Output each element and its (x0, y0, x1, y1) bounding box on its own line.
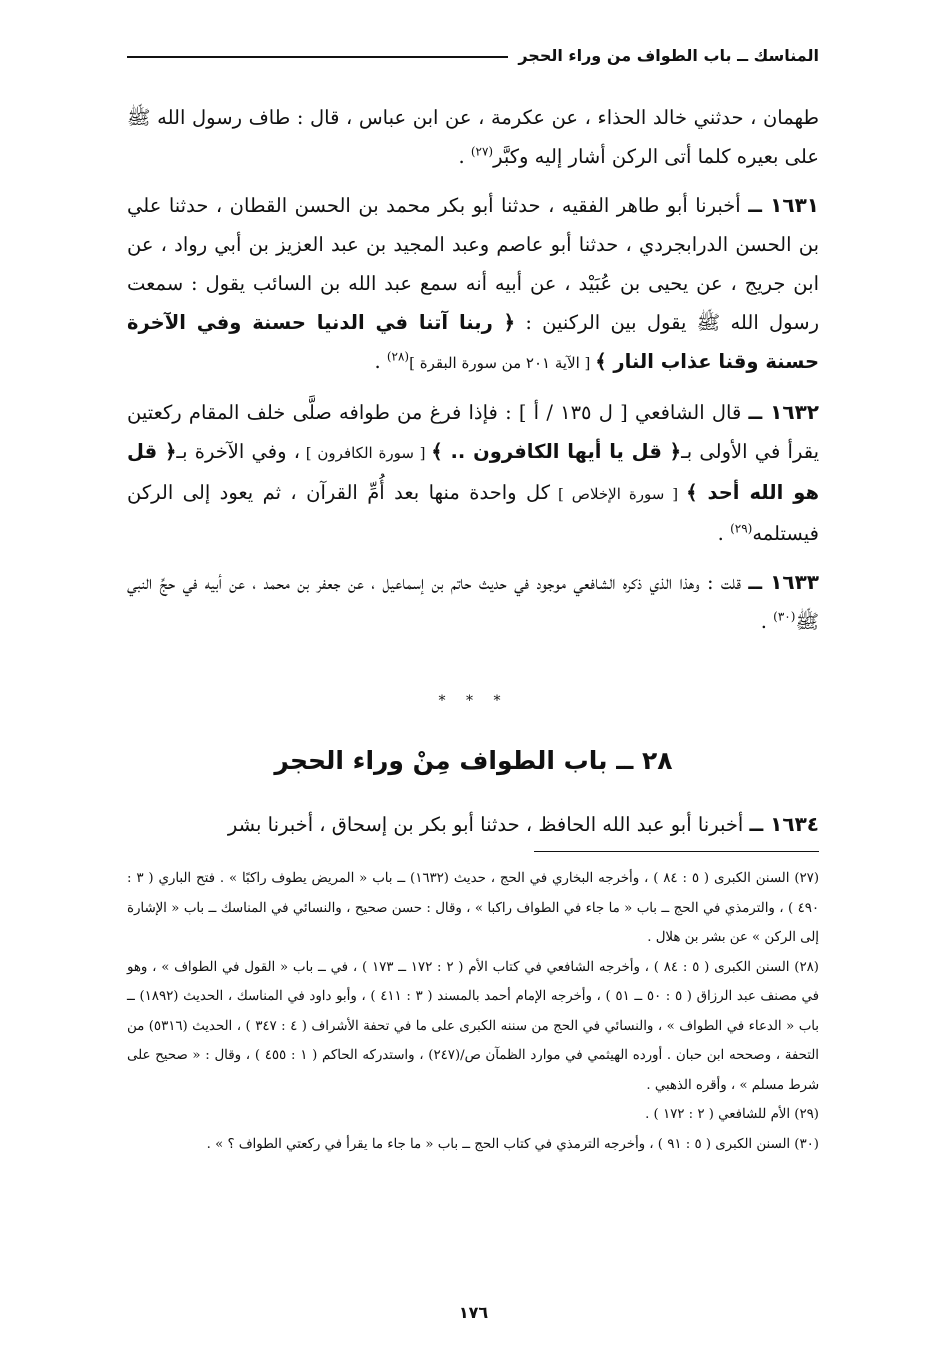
footnotes (127, 864, 819, 1159)
footnote-ref-27: (٢٧) (470, 144, 494, 159)
hadith-number-1631: ١٦٣١ ــ (748, 193, 819, 217)
footnote-rule (534, 851, 819, 852)
quran-verse: ﴿ قل هو الله أحد ﴾ (127, 440, 819, 504)
running-header (127, 40, 819, 70)
main-text (127, 98, 819, 651)
paragraph-continuation: طهمان ، حدثني خالد الحذاء ، عن عكرمة ، عن ابن عباس ، قال : طاف رسول الله ﷺ على بعيره كلما أتى الركن أشار إليه وكبَّر$^{(٢٧)}$ . (127, 106, 819, 168)
hadith-number-1632: ١٦٣٢ ــ (748, 400, 819, 424)
hadith-1632: ١٦٣٢ ــ قال الشافعي [ ل ١٣٥ / أ ] : فإذا فرغ من طوافه صلَّى خلف المقام ركعتين يقرأ في الأولى بـ﴿ قل يا أيها الكافرون .. ﴾ [ سورة الكافرون ] ، وفي الآخرة بـ﴿ قل هو الله أحد ﴾ [ سورة الإخلاص ] كل واحدة منها بعد أُمِّ القرآن ، ثم يعود إلى الركن فيستلمه$^{(٢٩)}$ . (127, 400, 820, 545)
hadith-number-1633: ١٦٣٣ ــ (748, 570, 819, 594)
footnote-ref-28: (٢٨) (386, 349, 410, 364)
footnote-30: (٣٠) السنن الكبرى ( ٥ : ٩١ ) ، وأخرجه الترمذي في كتاب الحج ــ باب « ما جاء ما يقرأ في ركعتي الطواف ؟ » . (206, 1136, 819, 1152)
footnote-ref-30: (٣٠) (773, 609, 796, 624)
quran-verse: ﴿ ربنا آتنا في الدنيا حسنة وفي الآخرة حسنة وقنا عذاب النار ﴾ (127, 311, 819, 373)
page-number: ١٧٦ (458, 1303, 489, 1322)
footnote-27: (٢٧) السنن الكبرى ( ٥ : ٨٤ ) ، وأخرجه البخاري في الحج ، حديث (١٦٣٢) ــ باب « المريض يطوف راكبًا » . فتح الباري ( ٣ : ٤٩٠ ) ، والترمذي في الحج ــ باب « ما جاء في الطواف راكبا » ، وقال : حسن صحيح ، والنسائي في المناسك ــ باب « الإشارة إلى الركن » عن بشر بن هلال . (127, 871, 820, 945)
section-divider: * * * (438, 693, 509, 709)
hadith-1633: ١٦٣٣ ــ قلت : وهذا الذي ذكره الشافعي موجود في حديث حاتم بن إسماعيل ، عن جعفر بن محمد ، عن أبيه في حجِّ النبي ﷺ$^{(٣٠)}$ . (127, 570, 819, 633)
hadith-1631: ١٦٣١ ــ أخبرنا أبو طاهر الفقيه ، حدثنا أبو بكر محمد بن الحسن القطان ، حدثنا علي بن الحسن الدرابجردي ، حدثنا أبو عاصم وعبد المجيد بن عبد العزيز بن أبي رواد ، عن ابن جريج ، عن يحيى بن عُبَيْد ، عن أبيه أنه سمع عبد الله بن السائب يقول : سمعت رسول الله ﷺ يقول بين الركنين : ﴿ ربنا آتنا في الدنيا حسنة وفي الآخرة حسنة وقنا عذاب النار ﴾ [ الآية ٢٠١ من سورة البقرة ]$^{(٢٨)}$ . (127, 193, 819, 373)
footnote-ref-29: (٢٩) (730, 521, 753, 536)
hadith-1634: ١٦٣٤ ــ أخبرنا أبو عبد الله الحافظ ، حدثنا أبو بكر بن إسحاق ، أخبرنا بشر (227, 812, 819, 836)
chapter-heading: ٢٨ ــ باب الطواف مِنْ وراء الحجر (274, 746, 673, 775)
footnote-29: (٢٩) الأم للشافعي ( ٢ : ١٧٢ ) . (645, 1107, 819, 1122)
running-title: المناسك ــ باب الطواف من وراء الحجر (518, 45, 819, 65)
verse-reference: [ سورة الإخلاص ] (550, 485, 687, 503)
footnote-28: (٢٨) السنن الكبرى ( ٥ : ٨٤ ) ، وأخرجه الشافعي في كتاب الأم ( ٢ : ١٧٢ ــ ١٧٣ ) ، في ــ باب « القول في الطواف » ، وهو في مصنف عبد الرزاق ( ٥ : ٥٠ ــ ٥١ ) ، وأخرجه الإمام أحمد بالمسند ( ٣ : ٤١١ ) ، وأبو داود في المناسك ، الحديث (١٨٩٢) ــ باب « الدعاء في الطواف » ، والنسائي في الحج من سننه الكبرى على ما في تحفة الأشراف ( ٤ : ٣٤٧ ) ، الحديث (٥٣١٦) من التحفة ، وصححه ابن حبان . أورده الهيثمي في موارد الظمآن ص/(٢٤٧) ، واستدركه الحاكم ( ١ : ٤٥٥ ) ، وقال : « صحيح على شرط مسلم » ، وأقره الذهبي . (127, 959, 820, 1093)
verse-reference: [ الآية ٢٠١ من سورة البقرة ] (409, 354, 596, 372)
quran-verse: ﴿ قل يا أيها الكافرون .. ﴾ (431, 440, 682, 463)
header-rule (127, 56, 508, 58)
verse-reference: [ سورة الكافرون ] (300, 444, 432, 462)
hadith-number-1634: ١٦٣٤ ــ (749, 812, 819, 836)
